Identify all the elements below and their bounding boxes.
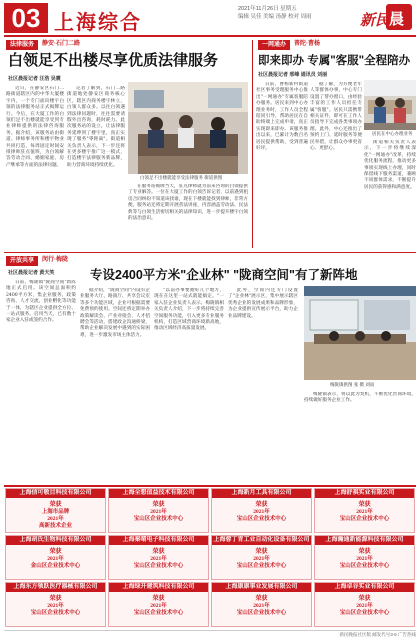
ad-honor: 荣获 xyxy=(255,549,268,555)
ad-company: 上海绿开建筑科技有限公司 xyxy=(109,583,208,592)
ad-company: 上海胡氏生物科技有限公司 xyxy=(6,536,105,545)
ad-company: 上海舒祺实业有限公司 xyxy=(315,489,414,498)
article3-tag: 开放共享 xyxy=(6,256,38,266)
ad-year: 2021年 xyxy=(356,603,373,609)
column-divider xyxy=(252,40,253,248)
article1-tag-sub: 静安·石门二路 xyxy=(42,41,80,47)
newspaper-logo xyxy=(356,3,416,31)
article2-tag-sub: 普陀·曹杨 xyxy=(294,41,320,47)
ad-company: 上海蓉丁青工业自动化设备有限公司 xyxy=(213,537,310,543)
ad-place: 高新技术企业 xyxy=(38,523,72,529)
ad-card xyxy=(314,488,415,533)
ad-honor: 荣获 xyxy=(152,596,165,602)
ad-card xyxy=(211,582,312,627)
ad-company: 上海瀚通新能源科技有限公司 xyxy=(315,536,414,545)
article3-col4: 此外，空间内还专门设置了"企业林"展示区，集中展示辖区优秀企业的发展成果和品牌形象，为企业提供宣传展示平台，助力企业品牌建设。 xyxy=(228,288,298,319)
ad-year: 2021年 xyxy=(150,509,167,515)
ad-card xyxy=(108,535,209,580)
article2-col3: 街道相关负责人表示，下一步将继续深化"一网通办"改革，持续优化服务流程，推动更多事项实现线上办理，同时保留线下服务渠道，兼顾不同群体需求，不断提升居民的获得感和满意度。 xyxy=(364,140,416,190)
ad-company: 上海康康事业发展有限公司 xyxy=(212,583,311,592)
article3-col3: "以前办事要跑好几个地方，现在在这里一站式就能搞定。"一家入驻企业负责人表示。梅陇镇相关负责人介绍，下一步将持续完善空间服务功能，引入更多专业服务机构，打造区域营商环境新高地，推动区域经济高质量发展。 xyxy=(154,288,224,332)
ad-company: 上海全想值益技术有限公司 xyxy=(109,489,208,498)
ad-year: 2021年 xyxy=(47,556,64,562)
article3-photo xyxy=(304,286,416,380)
article2-col1: 日前，曹杨新村街道社区事务受理服务中心推出"一网通办"专属客服陪办服务。居民来到中心办理业务时，工作人员全程陪同引导，帮助居民在自助终端上完成申请，真正实现即来即办。该服务推出以来，已累计为数百名居民提供帮助，受到普遍好评。 xyxy=(256,82,308,152)
date-text: 2021年11月26日 星期五 xyxy=(238,6,297,12)
ad-title: 宝山区企业技术中心 xyxy=(236,610,287,616)
ad-honor: 荣获 xyxy=(49,502,62,508)
article3-tag-sub: 闵行·梅陇 xyxy=(42,257,68,263)
ad-honor: 荣获 xyxy=(358,502,371,508)
ad-title: 宝山区企业技术中心 xyxy=(133,563,184,569)
ad-year: 2021年 xyxy=(356,509,373,515)
ad-honor: 荣获 xyxy=(152,502,165,508)
article1-photo-caption: 白领足不出楼就能享受法律服务 街道供图 xyxy=(140,175,223,180)
article1-headline: 白领足不出楼尽享优质法律服务 xyxy=(8,52,219,69)
ad-title: 宝山区企业技术中心 xyxy=(236,563,287,569)
ad-card xyxy=(314,535,415,580)
ad-honor: 荣获 xyxy=(358,549,371,555)
article2-col2: 据了解，为方便老年人等群体办事，中心专门设置了帮办窗口，由经验丰富的工作人员担任专属"客服"。居民只需携带相关证件，即可在工作人员指导下完成各类事项办理。此外，中心还推出了预约上门、延时服务等便民举措，让群众办事更省心、更舒心。 xyxy=(310,82,362,152)
page-header xyxy=(0,0,420,36)
ad-year: 2021年 xyxy=(253,556,270,562)
ad-title: 宝山区企业技术中心 xyxy=(133,610,184,616)
page-footer: 新民晚报社区版 邮发代号3-5 广告热线 xyxy=(4,630,416,639)
ad-card xyxy=(211,535,312,580)
ad-title: 宝山区企业技术中心 xyxy=(339,563,390,569)
editor-text: 编辑 吴佳 美编 汤静 校对 周雨 xyxy=(238,14,312,20)
article3-col5: 梅陇镇表示，将以此为契机，不断优化营商环境，持续做好服务企业工作。 xyxy=(304,392,416,404)
ad-row xyxy=(4,581,416,628)
ad-year: 2021年 xyxy=(150,556,167,562)
ad-card xyxy=(108,488,209,533)
ad-honor: 荣获 xyxy=(255,502,268,508)
ad-title: 宝山区企业技术中心 xyxy=(133,516,184,522)
ad-honor: 荣获 xyxy=(358,596,371,602)
article3-headline: 专设2400平方米"企业林" "陇商空间"有了新阵地 xyxy=(90,268,358,282)
ad-title: 宝山区企业技术中心 xyxy=(339,610,390,616)
ad-honor: 荣获 xyxy=(49,596,62,602)
ad-year: 2021年 xyxy=(356,556,373,562)
ad-row xyxy=(4,534,416,581)
article3-col1: 日前，梅陇镇"陇商空间"新阵地正式启用。该空间总面积约2400平方米，集企业服务、政策咨询、人才交流、创业孵化等功能于一体，为辖区企业提供全方位、一站式服务。启用当天，已有数十家企业入驻或签约合作。 xyxy=(6,280,76,324)
advertisement-grid xyxy=(4,485,416,629)
ad-card xyxy=(5,535,106,580)
article1-col2: 记者了解到，石门二路街道地处静安区商务核心区，辖区内商务楼宇林立，白领人群众多。以往白领遇到法律问题时，往往需要请假外出咨询，耗时耗力。此次服务站的设立，让法律服务延伸到了楼宇里，真正实现了服务"零距离"。街道相关负责人表示，下一步还将在更多楼宇推广这一模式，打造楼宇法律服务新品牌，助力营商环境持续优化。 xyxy=(67,86,125,168)
svg-text:新民: 新民 xyxy=(360,13,391,29)
article2-headline: 即来即办 专属"客服"全程陪办 xyxy=(258,55,411,67)
article1-tag: 法律服务 xyxy=(6,40,38,50)
svg-text:晨: 晨 xyxy=(389,12,405,28)
article1-col1: 近日，在静安区石门二路街道辖区内的中华大厦楼宇内，一个专门面向楼宇白领的法律服务站正式揭牌运行。今后，在大厦工作的白领们足不出楼就能享受到专业律师提供的法律咨询服务。据介绍，该服务站由街道、律师事务所和楼宇物业共同打造，每周固定时间安排律师驻点值班，为白领解答劳动合同、婚姻家庭、房产继承等方面的法律问题。 xyxy=(6,86,64,168)
ad-card xyxy=(211,488,312,533)
ad-title: 金山区企业技术中心 xyxy=(30,563,81,569)
dateline xyxy=(238,5,312,21)
article2-photo-caption: 居民在中心办理业务 xyxy=(372,131,413,136)
article1-photo xyxy=(128,82,248,174)
article3-photo-caption: 梅陇镇供图 张 摄 刘雨 xyxy=(330,382,375,387)
ad-honor: 荣获 xyxy=(152,549,165,555)
ad-card xyxy=(108,582,209,627)
ad-company: 上海新月工具有限公司 xyxy=(212,489,311,498)
ad-company: 上海卓谷实业有限公司 xyxy=(315,583,414,592)
ad-card xyxy=(314,582,415,627)
article3-col2: 据介绍，"陇商空间"内设有企业服务大厅、路演厅、共享会议室等多个功能区域，企业可根据需要免费预约使用。空间还将定期举办政策解读会、产业对接会、人才招聘会等活动，搭建政企沟通桥梁，帮助企业解决发展中遇到的实际困难，进一步激发市场主体活力。 xyxy=(80,288,150,338)
ad-honor: 荣获 xyxy=(255,596,268,602)
article1-col3: 在服务站揭牌当天，驻点律师就为前来咨询的白领提供了专业解答。一位在大厦工作的白领告诉记者，以前遇到租房合同纠纷不知道该找谁，现在下楼就能找到律师，非常方便。服务站还将定期开展普法讲座，内容涵盖劳动法、民法典等与白领生活密切相关的法律知识，进一步提升楼宇白领的法治意识。 xyxy=(128,184,248,222)
header-rule xyxy=(4,35,416,37)
ad-card xyxy=(5,582,106,627)
ad-year: 2021年 xyxy=(253,509,270,515)
ad-year: 2021年 xyxy=(253,603,270,609)
ad-row xyxy=(4,487,416,534)
ad-year: 2021年 xyxy=(47,516,64,522)
ad-company: 上海秦晴电子科技有限公司 xyxy=(109,536,208,545)
ad-company: 上海信可敬目科技有限公司 xyxy=(6,489,105,498)
ad-title: 宝山区企业技术中心 xyxy=(236,516,287,522)
ad-year: 2021年 xyxy=(47,603,64,609)
article3-byline: 社区晨报记者 黄天笑 xyxy=(8,270,55,276)
article2-byline: 社区晨报记者 邢峰 通讯员 刘丽 xyxy=(258,72,328,78)
article2-photo xyxy=(364,80,416,130)
ad-title: 宝山区企业技术中心 xyxy=(339,516,390,522)
ad-year: 2021年 xyxy=(150,603,167,609)
ad-card xyxy=(5,488,106,533)
page-number: 03 xyxy=(4,3,48,33)
ad-title: 宝山区企业技术中心 xyxy=(30,610,81,616)
ad-title: 上海市品牌 xyxy=(41,509,70,515)
ad-honor: 荣获 xyxy=(49,549,62,555)
ad-company: 上海东方领跃医疗器械有限公司 xyxy=(6,583,105,592)
section-divider xyxy=(4,252,416,253)
article2-tag: 一网通办 xyxy=(258,40,290,50)
section-title: 上海综合 xyxy=(54,12,142,34)
article1-byline: 社区晨报记者 汪浩 吴震 xyxy=(8,76,61,82)
